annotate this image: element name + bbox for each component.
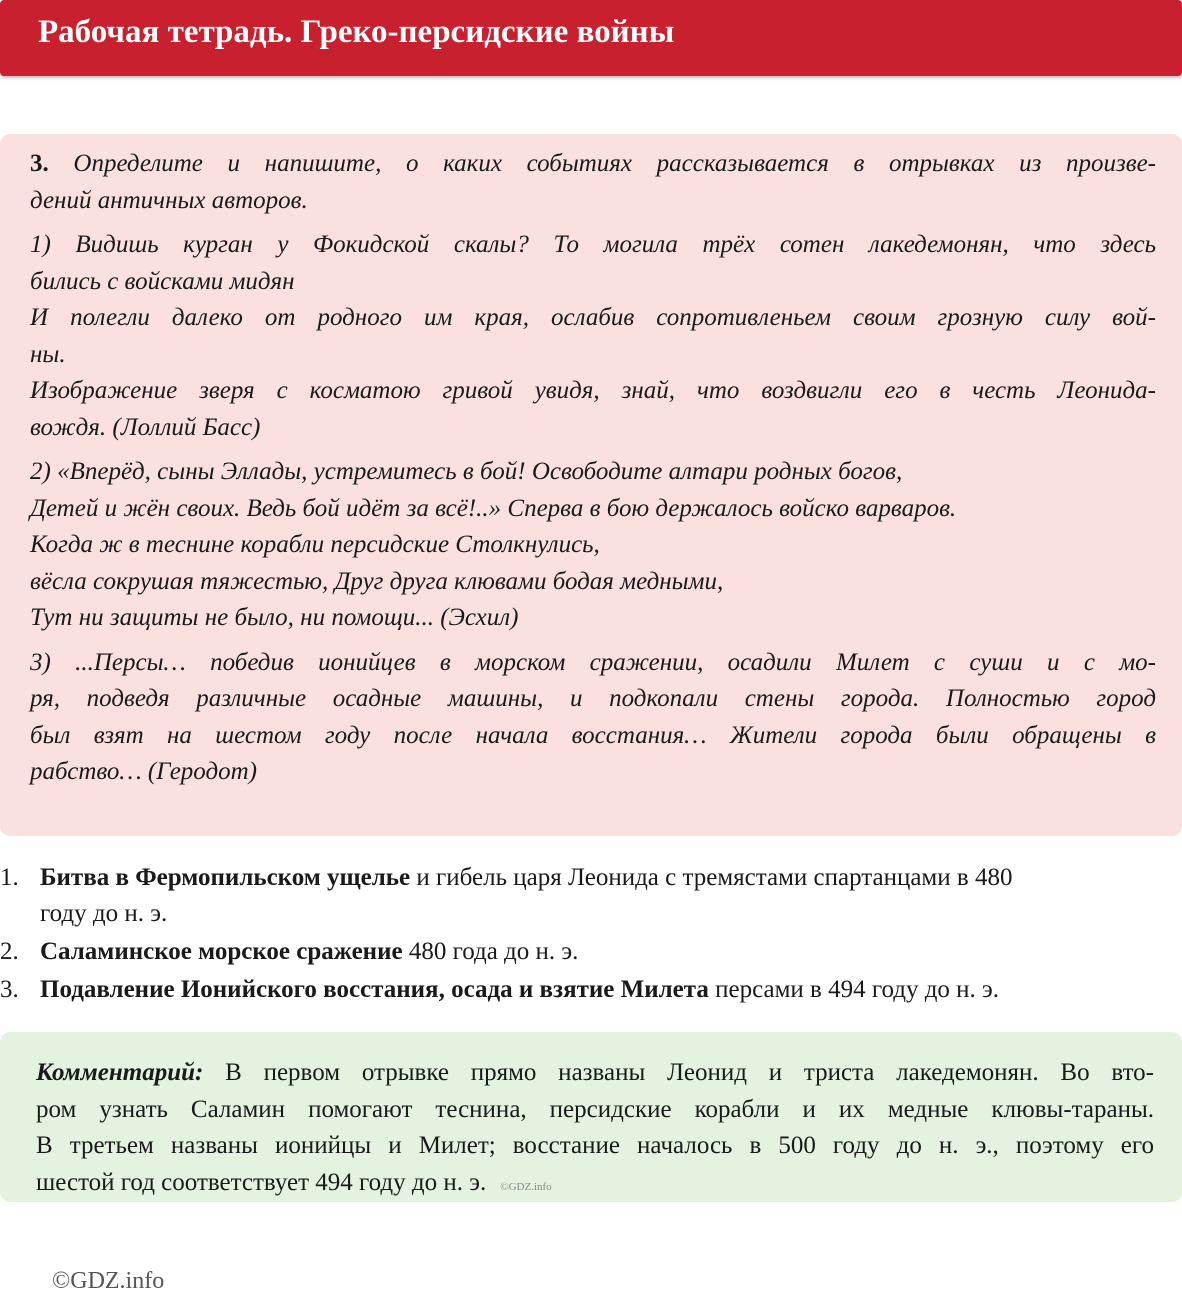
answer-event: Битва в Фермопильском ущелье bbox=[40, 864, 411, 891]
answer-number: 3. bbox=[0, 976, 19, 1003]
answer-item: 2. Саламинское морское сражение 480 года до н. э. bbox=[0, 934, 1182, 970]
excerpt-3-line: ря, подведя различные осадные машины, и подкопали стены города. Полностью город bbox=[30, 685, 1156, 712]
page-title: Рабочая тетрадь. Греко-персидские войны bbox=[38, 14, 675, 50]
excerpt-2-line: 2) «Вперёд, сыны Эллады, устремитесь в бой! Освободите алтари родных богов, bbox=[30, 458, 903, 485]
excerpt-1-line: 1) Видишь курган у Фокидской скалы? То могила трёх сотен лакедемонян, что здесь bbox=[30, 231, 1156, 258]
excerpt-2-line: Детей и жён своих. Ведь бой идёт за всё!..» Сперва в бою держалось войско варваров. bbox=[30, 494, 957, 522]
answer-number: 1. bbox=[0, 864, 19, 891]
page-header bbox=[0, 0, 1182, 76]
answer-event: Саламинское морское сражение bbox=[40, 938, 403, 965]
task-content bbox=[30, 146, 1156, 791]
task-question-line: 3. Определите и напишите, о каких событиях рассказывается в отрывках из произве- bbox=[30, 150, 1156, 177]
excerpt-2-line: Когда ж в теснине корабли персидские Столкнулись, bbox=[30, 531, 600, 558]
comment-line: шестой год соответствует 494 году до н. э. ©GDZ.info bbox=[36, 1168, 552, 1196]
answer-number: 2. bbox=[0, 938, 19, 965]
answer-item: 1. Битва в Фермопильском ущелье и гибель царя Леонида с тремястами спартанцами в 480 году до н. э. bbox=[0, 860, 1182, 932]
comment-line: В третьем названы ионийцы и Милет; восстание началось в 500 году до н. э., поэтому его bbox=[36, 1132, 1154, 1159]
comment-line: Комментарий: В первом отрывке прямо названы Леонид и триста лакедемонян. Во вто- bbox=[36, 1059, 1154, 1086]
comment-content bbox=[36, 1055, 1154, 1205]
excerpt-3-line: 3) ...Персы… победив ионийцев в морском сражении, осадили Милет с суши и с мо- bbox=[30, 648, 1156, 676]
excerpt-2-line: вёсла сокрушая тяжестью, Друг друга клювами бодая медными, bbox=[30, 567, 724, 595]
excerpt-1-line: вождя. (Лоллий Басс) bbox=[30, 413, 261, 441]
excerpt-1-line: Изображение зверя с косматою гривой увидя, знай, что воздвигли его в честь Леонида- bbox=[30, 377, 1156, 404]
answer-list bbox=[0, 860, 1182, 1010]
footer-copyright: ©GDZ.info bbox=[52, 1268, 165, 1294]
excerpt-1-line: бились с войсками мидян bbox=[30, 267, 295, 295]
excerpt-3-line: рабство… (Геродот) bbox=[30, 758, 257, 785]
excerpt-2-line: Тут ни защиты не было, ни помощи... (Эсхил) bbox=[30, 604, 519, 631]
excerpt-1-line: И полегли далеко от родного им края, ослабив сопротивленьем своим грозную силу вой- bbox=[30, 304, 1156, 331]
task-question-line: дений античных авторов. bbox=[30, 186, 308, 214]
task-number: 3. bbox=[30, 150, 49, 177]
comment-line: ром узнать Саламин помогают теснина, персидские корабли и их медные клювы-тараны. bbox=[36, 1095, 1154, 1123]
answer-item: 3. Подавление Ионийского восстания, осада и взятие Милета персами в 494 году до н. э. bbox=[0, 972, 1182, 1008]
excerpt-3-line: был взят на шестом году после начала восстания… Жители города были обращены в bbox=[30, 721, 1156, 749]
watermark-small: ©GDZ.info bbox=[500, 1180, 552, 1193]
answer-event: Подавление Ионийского восстания, осада и взятие Милета bbox=[40, 976, 709, 1003]
comment-label: Комментарий: bbox=[36, 1059, 204, 1086]
excerpt-1-line: ны. bbox=[30, 340, 66, 368]
